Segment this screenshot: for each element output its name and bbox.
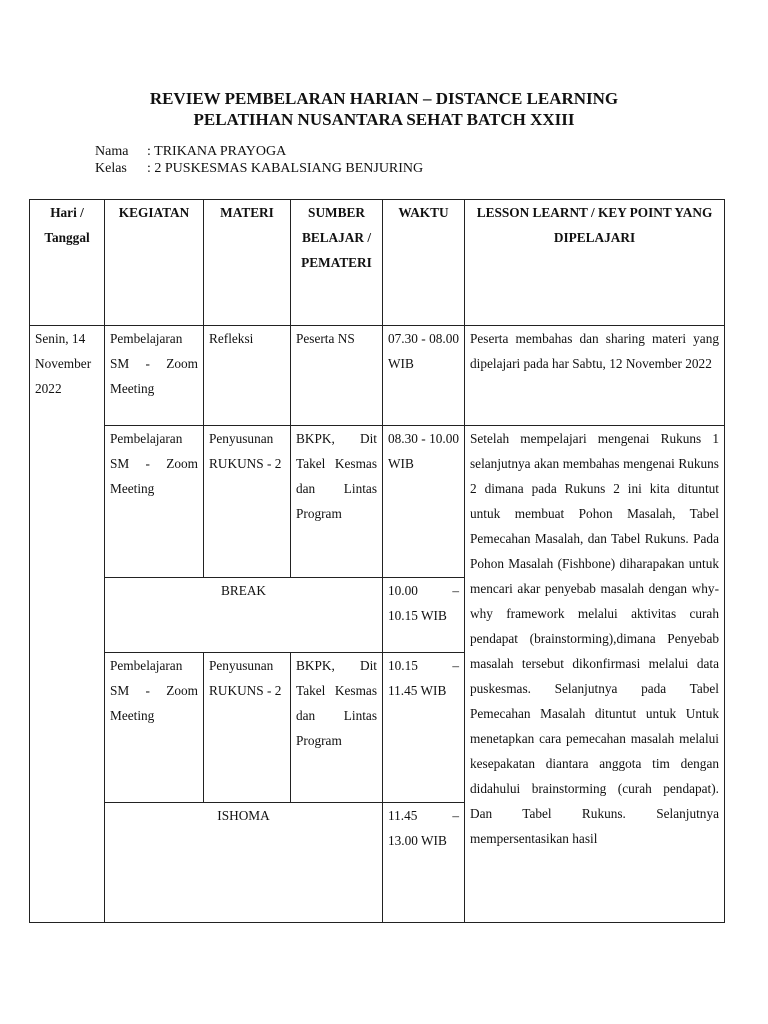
- kegiatan-cell: Pembelajaran SM - Zoom Meeting: [105, 326, 204, 426]
- waktu-cell: 08.30 - 10.00 WIB: [383, 426, 465, 578]
- table-row: [30, 426, 725, 578]
- header-row: [30, 200, 725, 326]
- ishoma-cell: ISHOMA: [105, 803, 383, 923]
- header-lesson: LESSON LEARNT / KEY POINT YANG DIPELAJARI: [465, 200, 725, 326]
- review-table: [29, 199, 725, 923]
- materi-cell: Refleksi: [204, 326, 291, 426]
- header-materi: MATERI: [204, 200, 291, 326]
- header-sumber: SUMBER BELAJAR / PEMATERI: [291, 200, 383, 326]
- header-kegiatan: KEGIATAN: [105, 200, 204, 326]
- day-cell: Senin, 14 November 2022: [30, 326, 105, 923]
- materi-cell: Penyusunan RUKUNS - 2: [204, 653, 291, 803]
- kegiatan-cell: Pembelajaran SM - Zoom Meeting: [105, 426, 204, 578]
- document-title: REVIEW PEMBELARAN HARIAN – DISTANCE LEARNING: [149, 89, 619, 108]
- kelas-label: Kelas: [95, 161, 127, 176]
- break-cell: BREAK: [105, 578, 383, 653]
- nama-line: [95, 143, 286, 160]
- lesson-cell: Peserta membahas dan sharing materi yang dipelajari pada har Sabtu, 12 November 2022: [465, 326, 725, 426]
- kegiatan-cell: Pembelajaran SM - Zoom Meeting: [105, 653, 204, 803]
- lesson-cell: Setelah mempelajari mengenai Rukuns 1 selanjutnya akan membahas mengenai Rukuns 2 dimana pada Rukuns 2 ini kita dituntut untuk membuat Pohon Masalah, Tabel Pemecahan Masalah, dan Tabel Rukuns. Pada Pohon Masalah (Fishbone) diharapakan untuk mencari akar penyebab masalah dengan why-why framework melalui aktivitas curah pendapat (brainstorming),dimana Penyebab masalah tersebut dikonfirmasi melalui data puskesmas. Selanjutnya pada Tabel Pemecahan Masalah dituntut untuk Untuk menetapkan cara pemecahan masalah melalui kesepakatan diantara anggota tim dengan didahului brainstorming (curah pendapat). Dan Tabel Rukuns. Selanjutnya mempersentasikan hasil: [465, 426, 725, 923]
- document-subtitle: PELATIHAN NUSANTARA SEHAT BATCH XXIII: [193, 110, 575, 129]
- waktu-cell: 10.15 – 11.45 WIB: [383, 653, 465, 803]
- table-row: [30, 326, 725, 426]
- waktu-cell: 07.30 - 08.00 WIB: [383, 326, 465, 426]
- waktu-cell: 11.45 – 13.00 WIB: [383, 803, 465, 923]
- sumber-cell: BKPK, Dit Takel Kesmas dan Lintas Program: [291, 426, 383, 578]
- header-hari: Hari / Tanggal: [30, 200, 105, 326]
- kelas-line: [95, 160, 423, 177]
- nama-value: : TRIKANA PRAYOGA: [147, 144, 287, 159]
- nama-label: Nama: [95, 144, 129, 159]
- sumber-cell: Peserta NS: [291, 326, 383, 426]
- materi-cell: Penyusunan RUKUNS - 2: [204, 426, 291, 578]
- header-waktu: WAKTU: [383, 200, 465, 326]
- kelas-value: : 2 PUSKESMAS KABALSIANG BENJURING: [147, 161, 424, 176]
- waktu-cell: 10.00 – 10.15 WIB: [383, 578, 465, 653]
- sumber-cell: BKPK, Dit Takel Kesmas dan Lintas Program: [291, 653, 383, 803]
